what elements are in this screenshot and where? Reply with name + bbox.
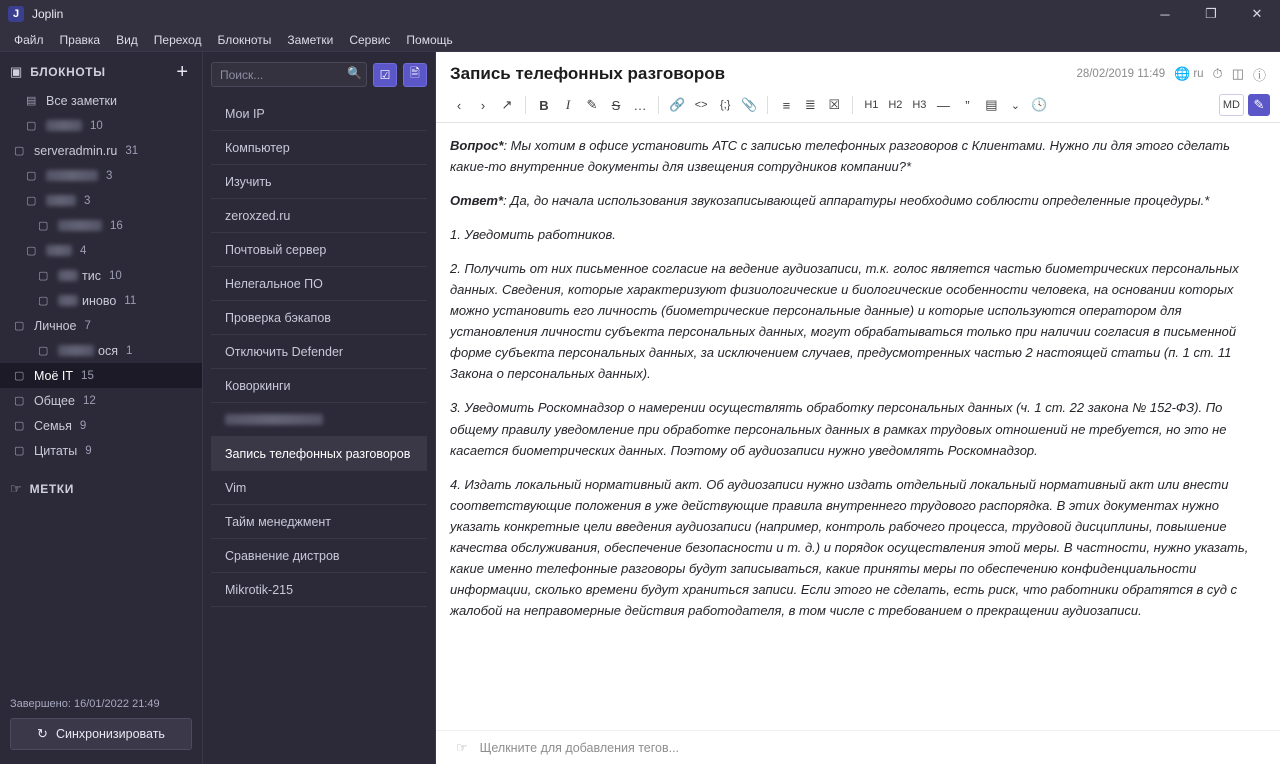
numbered-list-icon[interactable]: ≣ bbox=[804, 97, 816, 112]
note-paragraph-text: 4. Издать локальный нормативный акт. Об аудиозаписи нужно издать отдельный локальный нормативный акт или внести соответствующие положения в уже действующие правила внутреннего трудового распорядка. В этих документах нужно указать конкретные цели введения аудиозаписи (например, контроль рабочего процесса, трудовой дисциплины, повышение качества обслуживания, обеспечение безопасности и т. д.) и порядок осуществления этой меры. В частности, нужно указать, какие именно телефонные разговоры будут записываться, какие приняты меры по обеспечению конфиденциальности информации, сколько времени будут храниться записи. Если этого не сделать, есть риск, что работники обратятся в суд с жалобой на неправомерные действия работодателя, в том числе с требованием о прекращении аудиозаписи. bbox=[450, 476, 1249, 618]
sidebar-item[interactable] bbox=[0, 338, 202, 363]
list-item-title: Мои IP bbox=[225, 106, 265, 121]
sidebar-item-label: serveradmin.ru bbox=[34, 143, 118, 158]
list-item[interactable] bbox=[211, 369, 427, 403]
sync-icon: ↻ bbox=[37, 726, 48, 741]
sidebar-item[interactable] bbox=[0, 188, 202, 213]
notebook-icon: ▢ bbox=[14, 320, 25, 332]
notebook-icon: ▢ bbox=[38, 345, 49, 357]
list-item[interactable] bbox=[211, 233, 427, 267]
tag-placeholder: Щелкните для добавления тегов... bbox=[479, 740, 680, 755]
sidebar-item-count: 15 bbox=[81, 369, 94, 382]
sidebar-item-label: Цитаты bbox=[34, 443, 78, 458]
all-notes-icon: ▤ bbox=[26, 95, 37, 107]
menu-notes[interactable]: Заметки bbox=[287, 32, 334, 47]
external-link-icon[interactable]: ↗ bbox=[501, 97, 513, 112]
globe-icon: 🌐 bbox=[1174, 66, 1191, 81]
list-item-title: Сравнение дистров bbox=[225, 548, 340, 563]
redacted-label bbox=[46, 170, 98, 181]
sidebar-item[interactable] bbox=[0, 363, 202, 388]
notebook-icon: ▢ bbox=[38, 270, 49, 282]
more-formats-button[interactable]: … bbox=[633, 97, 647, 113]
sidebar-footer bbox=[0, 698, 202, 764]
list-item[interactable] bbox=[211, 335, 427, 369]
list-item[interactable] bbox=[211, 267, 427, 301]
sidebar-item-label: Все заметки bbox=[46, 93, 118, 108]
note-items bbox=[203, 97, 435, 607]
toolbar-separator bbox=[767, 96, 768, 114]
notebook-icon: ▢ bbox=[26, 120, 37, 132]
tag-bar[interactable] bbox=[436, 730, 1280, 764]
synchronize-button[interactable] bbox=[10, 718, 192, 750]
note-language[interactable] bbox=[1174, 66, 1203, 82]
maximize-button[interactable]: ❐ bbox=[1205, 6, 1217, 21]
notebook-icon: ▢ bbox=[38, 220, 49, 232]
chevron-down-icon[interactable]: ⌄ bbox=[1010, 99, 1020, 112]
close-button[interactable]: ✕ bbox=[1251, 6, 1263, 21]
highlight-icon[interactable]: ✎ bbox=[586, 97, 598, 112]
minimize-button[interactable]: ─ bbox=[1160, 6, 1170, 22]
sidebar-item-label: ося bbox=[98, 343, 118, 358]
sidebar-item-count: 9 bbox=[79, 419, 87, 432]
redacted-label bbox=[46, 245, 72, 256]
forward-button[interactable]: › bbox=[480, 97, 486, 113]
note-list-panel bbox=[202, 52, 436, 764]
title-bar bbox=[0, 0, 1280, 28]
alarm-icon[interactable]: ⏱ bbox=[1212, 66, 1223, 81]
redacted-label bbox=[58, 295, 78, 306]
add-notebook-button[interactable]: + bbox=[176, 61, 188, 83]
list-item-title: Проверка бэкапов bbox=[225, 310, 331, 325]
list-item-title: Тайм менеджмент bbox=[225, 514, 332, 529]
sidebar-item[interactable] bbox=[0, 88, 202, 113]
sidebar-item[interactable] bbox=[0, 388, 202, 413]
bold-button[interactable]: B bbox=[539, 97, 549, 113]
notebooks-header-label: БЛОКНОТЫ bbox=[30, 65, 106, 79]
list-item-title: Изучить bbox=[225, 174, 272, 189]
note-editor bbox=[436, 52, 1280, 764]
window-controls bbox=[1142, 0, 1280, 28]
book-icon: ▣ bbox=[10, 64, 23, 79]
notebook-icon: ▢ bbox=[26, 245, 37, 257]
toolbar-separator bbox=[852, 96, 853, 114]
page-title: Запись телефонных разговоров bbox=[450, 64, 726, 83]
note-content[interactable] bbox=[436, 123, 1280, 730]
search-input[interactable] bbox=[211, 62, 367, 87]
menu-view[interactable]: Вид bbox=[116, 32, 138, 47]
notebook-icon: ▢ bbox=[14, 395, 25, 407]
table-icon[interactable]: ▤ bbox=[985, 97, 998, 112]
list-item-title: zeroxzed.ru bbox=[225, 208, 291, 223]
note-paragraph bbox=[450, 474, 1256, 621]
link-icon[interactable]: 🔗 bbox=[669, 97, 686, 112]
note-paragraph-text: 3. Уведомить Роскомнадзор о намерении осуществлять обработку персональных данных (ч. 1 ст. 22 закона № 152-ФЗ). По общему правилу уведомление при обработке персональных данных в рамках трудовых отношений не требуется, но это не касается биометрических данных. Поэтому об аудиозаписи нужно уведомлять Роскомнадзор. bbox=[450, 400, 1227, 458]
note-paragraph-lead: Вопрос* bbox=[450, 138, 504, 153]
note-header bbox=[436, 52, 1280, 90]
list-item[interactable] bbox=[211, 165, 427, 199]
sidebar-item-count: 16 bbox=[110, 219, 123, 232]
redacted-label bbox=[46, 120, 82, 131]
list-item-title: Отключить Defender bbox=[225, 344, 344, 359]
sidebar-item-count: 9 bbox=[85, 444, 92, 457]
sidebar-item[interactable] bbox=[0, 313, 202, 338]
sidebar-item-label: Общее bbox=[34, 393, 75, 408]
new-todo-button[interactable]: ☑ bbox=[373, 63, 397, 87]
sidebar-item-count: 12 bbox=[82, 394, 96, 407]
synchronize-button-label: Синхронизировать bbox=[55, 727, 165, 741]
sidebar-item-count: 3 bbox=[106, 169, 113, 182]
note-paragraph bbox=[450, 224, 1256, 245]
list-item-title: Нелегальное ПО bbox=[225, 276, 323, 291]
notebook-list bbox=[0, 88, 202, 463]
list-item[interactable] bbox=[211, 301, 427, 335]
edit-icon[interactable]: ✎ bbox=[1248, 94, 1270, 116]
sync-status: Завершено: 16/01/2022 21:49 bbox=[10, 698, 160, 710]
sidebar-item[interactable] bbox=[0, 288, 202, 313]
note-paragraph bbox=[450, 190, 1256, 211]
sidebar-item[interactable] bbox=[0, 163, 202, 188]
sidebar-item-label: тис bbox=[82, 268, 101, 283]
menu-file[interactable]: Файл bbox=[14, 32, 44, 47]
tags-header[interactable] bbox=[0, 463, 202, 505]
list-item-title: Почтовый сервер bbox=[225, 242, 327, 257]
sidebar-item-label: Моё IT bbox=[34, 368, 74, 383]
search-wrapper bbox=[211, 62, 367, 87]
note-paragraph-text: 1. Уведомить работников. bbox=[450, 227, 616, 243]
sidebar-item[interactable] bbox=[0, 138, 202, 163]
list-item-title: Vim bbox=[225, 480, 247, 495]
list-item[interactable] bbox=[211, 199, 427, 233]
editor-mode-toggles bbox=[1219, 94, 1270, 116]
sidebar-item-count: 31 bbox=[125, 144, 139, 157]
sidebar-item[interactable] bbox=[0, 438, 202, 463]
heading-1-button[interactable]: H1 bbox=[864, 99, 879, 111]
redacted-label bbox=[46, 195, 76, 206]
menu-bar bbox=[0, 28, 1280, 52]
note-paragraph-lead: Ответ* bbox=[450, 193, 504, 209]
note-language-label: ru bbox=[1193, 68, 1204, 80]
list-item-title: Коворкинги bbox=[225, 378, 291, 393]
list-item-title: Mikrotik-215 bbox=[225, 582, 294, 597]
list-item[interactable] bbox=[211, 573, 427, 607]
sidebar-item-label: Личное bbox=[34, 318, 77, 333]
notebook-icon: ▢ bbox=[26, 195, 37, 207]
sidebar-item[interactable] bbox=[0, 413, 202, 438]
note-list-toolbar bbox=[203, 52, 435, 97]
quote-button[interactable]: ” bbox=[965, 97, 970, 113]
strikethrough-button[interactable]: S bbox=[611, 97, 621, 113]
list-item-title: Запись телефонных разговоров bbox=[225, 446, 411, 461]
notebook-icon: ▢ bbox=[38, 295, 49, 307]
note-paragraph-text: : Да, до начала использования звукозаписывающей аппаратуры необходимо соблюсти определенные процедуры.* bbox=[503, 193, 1210, 209]
list-item[interactable] bbox=[211, 505, 427, 539]
menu-goto[interactable]: Переход bbox=[153, 32, 202, 47]
heading-2-button[interactable]: H2 bbox=[888, 99, 903, 111]
list-item[interactable] bbox=[211, 131, 427, 165]
sidebar-item[interactable] bbox=[0, 238, 202, 263]
back-button[interactable]: ‹ bbox=[456, 97, 462, 113]
notebook-icon: ▢ bbox=[14, 145, 25, 157]
notebooks-header bbox=[0, 52, 202, 88]
note-timestamp: 28/02/2019 11:49 bbox=[1076, 68, 1166, 80]
heading-3-button[interactable]: H3 bbox=[912, 99, 927, 111]
redacted-note-title bbox=[225, 414, 323, 425]
tag-icon: ☞ bbox=[456, 739, 468, 755]
note-paragraph bbox=[450, 135, 1256, 177]
sidebar-item-count: 11 bbox=[124, 294, 137, 307]
notebook-icon: ▢ bbox=[14, 420, 25, 432]
list-item[interactable] bbox=[211, 471, 427, 505]
code-block-button[interactable]: {;} bbox=[719, 99, 731, 111]
note-paragraph-text: : Мы хотим в офисе установить АТС с записью телефонных разговоров с Клиентами. Нужно ли для этого сделать какие-то внутренние документы для извещения сотрудников компании?* bbox=[450, 138, 1230, 175]
redacted-label bbox=[58, 345, 94, 356]
sidebar-item[interactable] bbox=[0, 263, 202, 288]
checkbox-list-icon[interactable]: ☒ bbox=[828, 97, 841, 112]
note-paragraph bbox=[450, 258, 1256, 384]
app-icon: J bbox=[8, 6, 24, 22]
app-title: Joplin bbox=[32, 7, 64, 21]
sidebar-item-label: Семья bbox=[34, 418, 72, 433]
list-item[interactable] bbox=[211, 403, 427, 437]
redacted-label bbox=[58, 270, 78, 281]
menu-edit[interactable]: Правка bbox=[59, 32, 101, 47]
sidebar-item[interactable] bbox=[0, 113, 202, 138]
sidebar-item-count: 3 bbox=[84, 194, 91, 207]
redacted-label bbox=[58, 220, 102, 231]
list-item[interactable] bbox=[211, 437, 427, 471]
sidebar-item-count: 10 bbox=[108, 269, 122, 282]
sidebar bbox=[0, 52, 202, 764]
italic-button[interactable]: I bbox=[565, 97, 571, 112]
notebook-icon: ▢ bbox=[26, 170, 37, 182]
sidebar-item-count: 1 bbox=[125, 344, 133, 357]
menu-notebooks[interactable]: Блокноты bbox=[217, 32, 272, 47]
sidebar-item-count: 4 bbox=[80, 244, 87, 257]
layout-icon[interactable]: ◫ bbox=[1231, 66, 1244, 81]
sidebar-item-count: 7 bbox=[84, 319, 91, 332]
inline-code-button[interactable]: <> bbox=[694, 99, 708, 111]
bullet-list-icon[interactable]: ≡ bbox=[782, 97, 791, 113]
tag-icon: ☞ bbox=[10, 481, 22, 496]
note-meta bbox=[1076, 65, 1266, 84]
menu-tools[interactable]: Сервис bbox=[349, 32, 391, 47]
search-icon[interactable]: 🔍 bbox=[347, 66, 362, 80]
list-item[interactable] bbox=[211, 539, 427, 573]
notebook-icon: ▢ bbox=[14, 445, 25, 457]
sidebar-item[interactable] bbox=[0, 213, 202, 238]
sidebar-item-count: 10 bbox=[90, 119, 103, 132]
toolbar-separator bbox=[658, 96, 659, 114]
new-note-button[interactable]: 🖹 bbox=[403, 63, 427, 87]
sidebar-item-label: иново bbox=[82, 293, 117, 308]
list-item-title: Компьютер bbox=[225, 140, 290, 155]
note-paragraph bbox=[450, 397, 1256, 460]
notebook-icon: ▢ bbox=[14, 370, 25, 382]
list-item[interactable] bbox=[211, 97, 427, 131]
editor-toolbar bbox=[436, 90, 1280, 123]
note-paragraph-text: 2. Получить от них письменное согласие на ведение аудиозаписи, т.к. голос является частью биометрических персональных данных. Сведения, которые характеризуют физиологические и биологические особенности человека, на основании которых можно установить его личность (биометрические персональные данные) и которые используются оператором для установления личности субъекта персональных данных, могут обрабатываться только при наличии согласия в письменной форме субъекта персональных данных, за исключением случаев, предусмотренных частью 2 настоящей статьи (п. 1 ст. 11 Закона о персональных данных). bbox=[450, 261, 1239, 382]
clock-icon[interactable]: 🕓 bbox=[1031, 97, 1048, 112]
menu-help[interactable]: Помощь bbox=[406, 32, 453, 47]
markdown-toggle-button[interactable]: MD bbox=[1219, 94, 1244, 116]
info-icon[interactable]: ⓘ bbox=[1252, 67, 1266, 83]
attach-icon[interactable]: 📎 bbox=[741, 97, 758, 112]
tags-header-label: МЕТКИ bbox=[29, 482, 74, 496]
main-area bbox=[0, 52, 1280, 764]
horizontal-rule-button[interactable]: — bbox=[936, 97, 950, 113]
toolbar-separator bbox=[525, 96, 526, 114]
